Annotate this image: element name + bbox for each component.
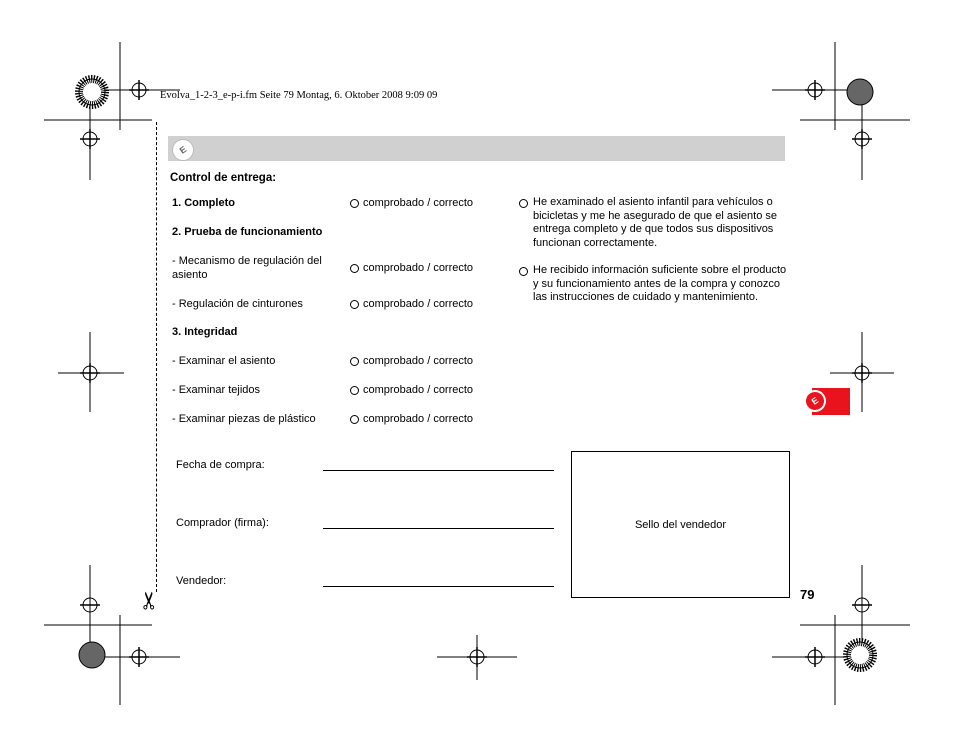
item-complete-label: 1. Completo <box>172 197 235 209</box>
language-bar <box>168 136 785 161</box>
language-badge: E <box>168 135 199 166</box>
checkbox-circle-icon[interactable] <box>350 357 359 366</box>
checkbox-circle-icon[interactable] <box>350 199 359 208</box>
item-seat-option[interactable]: comprobado / correcto <box>350 355 473 367</box>
cut-line <box>156 122 157 592</box>
crosshair-icon <box>44 100 152 180</box>
item-plastic-option[interactable]: comprobado / correcto <box>350 413 473 425</box>
crosshair-icon <box>100 615 180 705</box>
checkbox-circle-icon[interactable] <box>350 300 359 309</box>
item-belts-label: - Regulación de cinturones <box>172 298 303 310</box>
item-integrity-heading: 3. Integridad <box>172 326 238 338</box>
side-language-badge: E <box>800 386 831 417</box>
crosshair-icon <box>100 42 180 130</box>
item-complete-option[interactable]: comprobado / correcto <box>350 197 473 209</box>
section-title: Control de entrega: <box>170 172 277 184</box>
item-fabrics-label: - Examinar tejidos <box>172 384 261 396</box>
item-seat-mechanism-option[interactable]: comprobado / correcto <box>350 262 473 274</box>
purchase-date-label: Fecha de compra: <box>176 459 265 471</box>
checkbox-circle-icon[interactable] <box>350 264 359 273</box>
registration-disc-icon <box>847 642 873 668</box>
item-seat-label: - Examinar el asiento <box>172 355 276 367</box>
crosshair-icon <box>58 332 124 412</box>
registration-disc-icon <box>847 79 873 105</box>
declaration-item[interactable]: He recibido información suficiente sobre el producto y su funcionamiento antes de la compra y conozco las instrucciones de cuidado y mantenimiento. <box>519 264 787 305</box>
seller-stamp-box <box>571 451 790 598</box>
checkbox-circle-icon[interactable] <box>519 199 528 208</box>
crosshair-icon <box>772 615 850 705</box>
seller-line[interactable] <box>323 586 554 587</box>
page-number: 79 <box>800 587 815 602</box>
declaration-item[interactable]: He examinado el asiento infantil para vehículos o bicicletas y me he asegurado de que el asiento se entrega completo y de que todos sus dispositivos funcionan correctamente. <box>519 196 787 250</box>
item-fabrics-option[interactable]: comprobado / correcto <box>350 384 473 396</box>
checkbox-circle-icon[interactable] <box>350 386 359 395</box>
registration-disc-icon <box>79 79 105 105</box>
buyer-signature-line[interactable] <box>323 528 554 529</box>
seller-stamp-label: Sello del vendedor <box>634 518 727 531</box>
item-belts-option[interactable]: comprobado / correcto <box>350 298 473 310</box>
purchase-date-line[interactable] <box>323 470 554 471</box>
buyer-signature-label: Comprador (firma): <box>176 517 269 529</box>
crosshair-icon <box>800 100 910 180</box>
item-seat-mechanism-label: - Mecanismo de regulación del asiento <box>172 255 322 281</box>
registration-disc-icon <box>79 642 105 668</box>
checkbox-circle-icon[interactable] <box>350 415 359 424</box>
checkbox-circle-icon[interactable] <box>519 267 528 276</box>
seller-label: Vendedor: <box>176 575 227 587</box>
print-header: Evolva_1-2-3_e-p-i.fm Seite 79 Montag, 6. Oktober 2008 9:09 09 <box>160 90 438 101</box>
scissors-icon: ✂ <box>136 590 164 611</box>
item-plastic-label: - Examinar piezas de plástico <box>172 413 316 425</box>
item-function-heading: 2. Prueba de funcionamiento <box>172 226 323 238</box>
crosshair-icon <box>772 42 850 130</box>
